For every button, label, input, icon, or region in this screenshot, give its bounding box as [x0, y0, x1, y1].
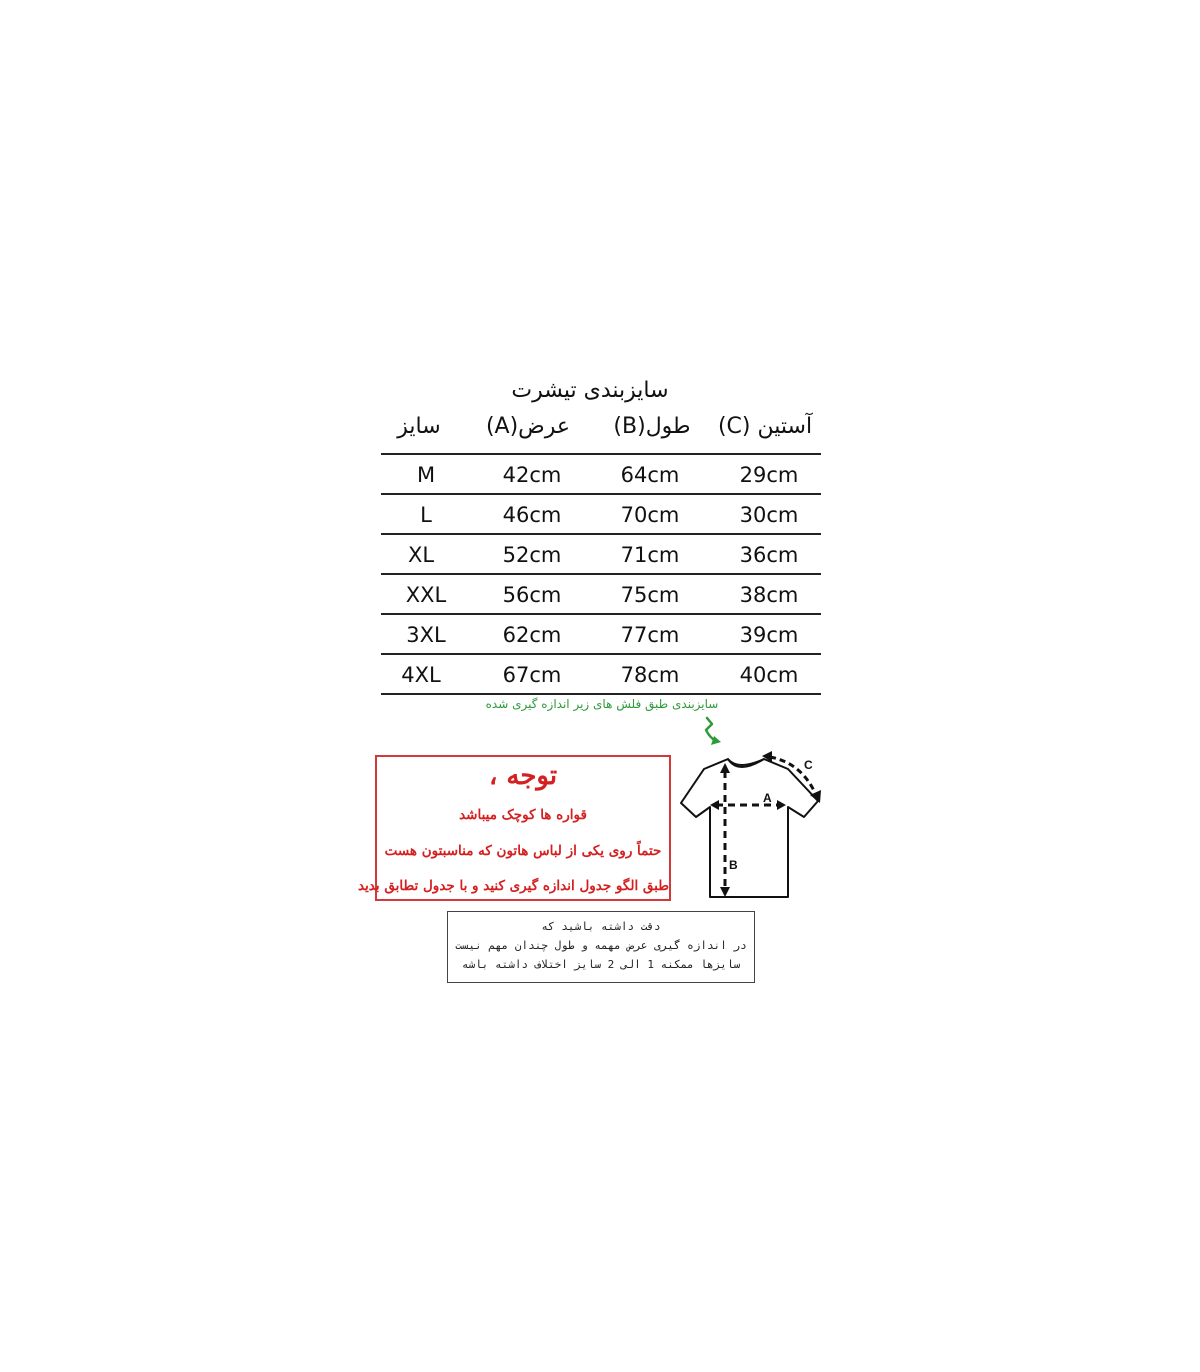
cell-size: M — [416, 463, 436, 487]
table-row — [381, 615, 821, 655]
table-row — [381, 575, 821, 615]
cell-size: 3XL — [406, 623, 446, 647]
cell-sleeve: 30cm — [739, 503, 799, 527]
cell-width: 52cm — [502, 543, 562, 567]
cell-size: XL — [407, 543, 435, 567]
cell-size: XXL — [405, 583, 447, 607]
cell-sleeve: 36cm — [739, 543, 799, 567]
table-row — [381, 535, 821, 575]
cell-width: 56cm — [502, 583, 562, 607]
cell-sleeve: 40cm — [739, 663, 799, 687]
measurement-note: سایزبندی طبق فلش های زیر اندازه گیری شده — [485, 697, 719, 711]
header-sleeve: آستین (C) — [717, 414, 813, 439]
cell-sleeve: 39cm — [739, 623, 799, 647]
table-header — [381, 410, 821, 455]
header-size: سایز — [397, 414, 441, 439]
header-length: طول(B) — [613, 414, 691, 439]
tip-box — [447, 911, 755, 983]
cell-sleeve: 38cm — [739, 583, 799, 607]
table-row — [381, 655, 821, 695]
cell-size: 4XL — [401, 663, 441, 687]
cell-sleeve: 29cm — [739, 463, 799, 487]
tip-line-3: سایزها ممکنه 1 الی 2 سایز اختلاف داشته باشه — [461, 958, 741, 971]
attention-line-2: حتماً روی یکی از لباس هاتون که مناسبتون هست — [384, 843, 662, 859]
attention-line-3: طبق الگو جدول اندازه گیری کنید و با جدول تطابق بدید — [357, 878, 669, 894]
table-row — [381, 455, 821, 495]
cell-width: 42cm — [502, 463, 562, 487]
tshirt-outline — [681, 759, 818, 897]
cell-length: 71cm — [620, 543, 680, 567]
tshirt-measurement-diagram — [676, 745, 826, 903]
table-row — [381, 495, 821, 535]
label-b: B — [729, 858, 738, 872]
cell-length: 75cm — [620, 583, 680, 607]
size-table — [381, 410, 821, 695]
cell-size: L — [420, 503, 432, 527]
cell-width: 67cm — [502, 663, 562, 687]
attention-line-1: قواره ها کوچک میباشد — [459, 807, 587, 823]
tip-line-2: در اندازه گیری عرض مهمه و طول چندان مهم نیست — [455, 939, 747, 952]
cell-width: 46cm — [502, 503, 562, 527]
label-c: C — [804, 758, 813, 772]
cell-length: 77cm — [620, 623, 680, 647]
label-a: A — [763, 791, 772, 805]
cell-length: 64cm — [620, 463, 680, 487]
cell-length: 78cm — [620, 663, 680, 687]
cell-length: 70cm — [620, 503, 680, 527]
attention-box — [357, 755, 671, 901]
page-title: سایزبندی تیشرت — [511, 378, 669, 403]
tip-line-1: دقت داشته باشید که — [541, 920, 661, 933]
cell-width: 62cm — [502, 623, 562, 647]
header-width: عرض(A) — [485, 414, 571, 439]
attention-title: توجه ، — [488, 761, 558, 791]
